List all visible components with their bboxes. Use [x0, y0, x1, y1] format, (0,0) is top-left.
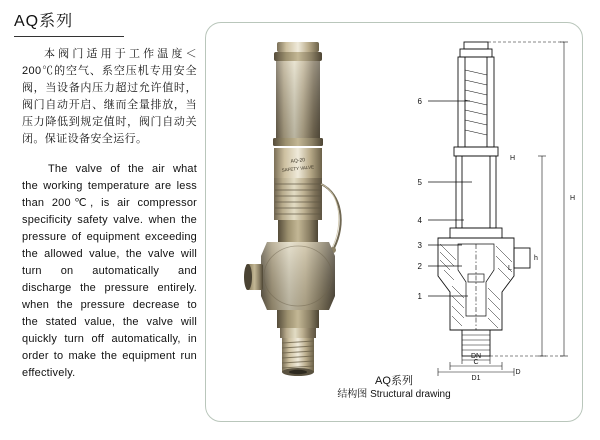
- structural-drawing: [392, 30, 582, 382]
- drawing-callout-5: 5: [417, 178, 422, 187]
- drawing-callout-2: 2: [417, 262, 422, 271]
- caption-subtitle: 结构图 Structural drawing: [337, 389, 451, 400]
- figure-caption: [205, 374, 583, 402]
- drawing-mark-H2: H: [510, 155, 516, 162]
- drawing-callout-1: 1: [417, 292, 422, 301]
- title-underline: [14, 36, 124, 37]
- paragraph-english: The valve of the air what the working temperature are less than 200℃, is air compressor specificity safety valve. when the pressure of equipment exceeding the allowed value, the valve will turn on automatically and discharge the pressure entirely. when the pressure decrease to the stated value, the valve will quickly turn off automatically, in order to make the equipment run effectively.: [22, 163, 197, 379]
- drawing-part-mark-L: L: [508, 265, 512, 272]
- valve-photograph: [222, 34, 382, 382]
- paragraph-chinese: 本阀门适用于工作温度＜200℃的空气、系空压机专用安全阀，当设备内压力超过允许值时，阀门自动开启、继而全量排放，当压力降低到规定值时，阀门自动关闭。保证设备安全运行。: [22, 48, 197, 145]
- photo-body-label: AQ-20: [290, 157, 306, 165]
- drawing-callout-6: 6: [417, 97, 422, 106]
- drawing-callout-3: 3: [417, 241, 422, 250]
- dimension-C: C: [473, 359, 479, 366]
- page-title: AQ系列: [14, 13, 74, 30]
- dimension-D: D: [515, 369, 521, 376]
- page-title-block: [14, 8, 124, 37]
- dimension-h: h: [534, 255, 538, 262]
- dimension-DN: DN: [470, 353, 482, 360]
- dimension-D1: D1: [471, 375, 481, 382]
- svg-text:SAFETY VALVE: SAFETY VALVE: [281, 164, 315, 173]
- dimension-H: H: [570, 195, 576, 202]
- caption-series: AQ系列: [375, 375, 413, 387]
- description-text-column: [22, 46, 197, 395]
- drawing-callout-4: 4: [417, 216, 422, 225]
